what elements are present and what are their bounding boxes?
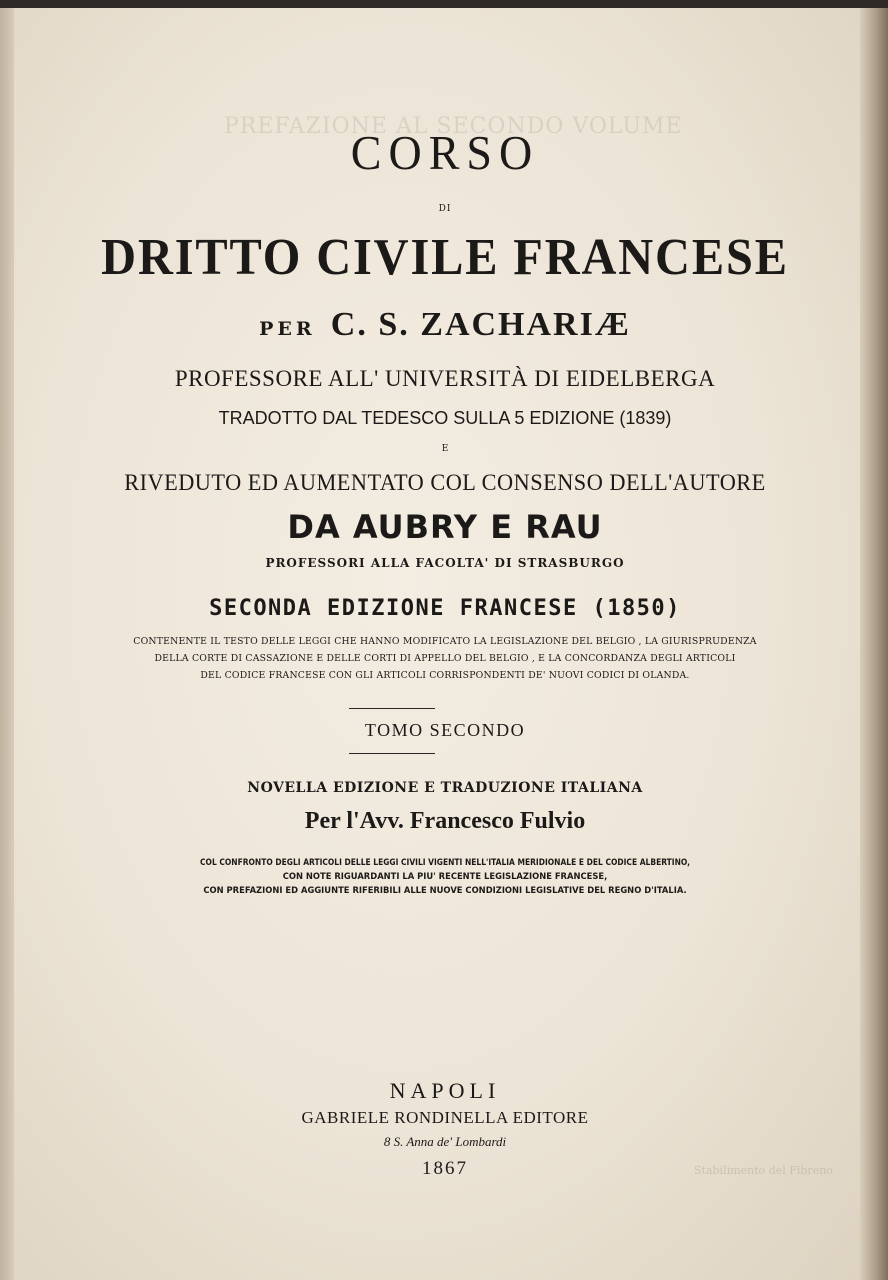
- notes-line-2: CON NOTE RIGUARDANTI LA PIU' RECENTE LEGISLAZIONE FRANCESE,: [282, 872, 608, 882]
- right-page-edge: [860, 8, 888, 1280]
- address-line: 8 S. Anna de' Lombardi: [383, 1134, 507, 1149]
- main-title: DRITTO CIVILE FRANCESE: [101, 229, 789, 286]
- per-label: PER: [259, 318, 316, 340]
- title-corso: CORSO: [350, 125, 540, 180]
- author-name: C. S. ZACHARIÆ: [330, 306, 631, 343]
- title-page: [14, 8, 876, 1280]
- notes-line-3: CON PREFAZIONI ED AGGIUNTE RIFERIBILI ALLE NUOVE CONDIZIONI LEGISLATIVE DEL REGNO D'ITALIA.: [203, 886, 687, 896]
- professor-line: PROFESSORE ALL' UNIVERSITÀ DI EIDELBERGA: [174, 366, 716, 391]
- conjunction-e: E: [441, 444, 449, 454]
- rule-bottom: [349, 753, 435, 754]
- bleed-through-heading: PREFAZIONE AL SECONDO VOLUME: [224, 114, 683, 139]
- title-di: DI: [438, 204, 452, 214]
- bleed-through-footer: Stabilimento del Fibreno: [694, 1164, 833, 1177]
- translated-line: TRADOTTO DAL TEDESCO SULLA 5 EDIZIONE (1839): [218, 408, 672, 428]
- publisher-line: GABRIELE RONDINELLA EDITORE: [301, 1108, 589, 1127]
- novella-line: NOVELLA EDIZIONE E TRADUZIONE ITALIANA: [247, 780, 643, 796]
- editors-line: DA AUBRY E RAU: [287, 508, 603, 546]
- author-line: [14, 306, 876, 344]
- contents-line-1: CONTENENTE IL TESTO DELLE LEGGI CHE HANNO MODIFICATO LA LEGISLAZIONE DEL BELGIO , LA GIURISPRUDENZA: [133, 636, 757, 647]
- city-line: NAPOLI: [389, 1078, 501, 1103]
- reviewed-line: RIVEDUTO ED AUMENTATO COL CONSENSO DELL'AUTORE: [124, 470, 766, 495]
- professors-line: PROFESSORI ALLA FACOLTA' DI STRASBURGO: [265, 556, 625, 570]
- translator-line: Per l'Avv. Francesco Fulvio: [304, 808, 586, 834]
- top-binding-edge: [0, 0, 888, 8]
- volume-line: TOMO SECONDO: [364, 720, 526, 740]
- edition-line: SECONDA EDIZIONE FRANCESE (1850): [209, 596, 681, 621]
- notes-line-1: COL CONFRONTO DEGLI ARTICOLI DELLE LEGGI CIVILI VIGENTI NELL'ITALIA MERIDIONALE E DEL CODICE ALBERTINO,: [200, 858, 690, 868]
- contents-line-2: DELLA CORTE DI CASSAZIONE E DELLE CORTI DI APPELLO DEL BELGIO , E LA CONCORDANZA DEGLI ARTICOLI: [154, 653, 736, 664]
- left-binding-edge: [0, 8, 14, 1280]
- rule-top: [349, 708, 435, 709]
- year-line: 1867: [422, 1158, 468, 1179]
- contents-line-3: DEL CODICE FRANCESE CON GLI ARTICOLI CORRISPONDENTI DE' NUOVI CODICI DI OLANDA.: [200, 670, 690, 681]
